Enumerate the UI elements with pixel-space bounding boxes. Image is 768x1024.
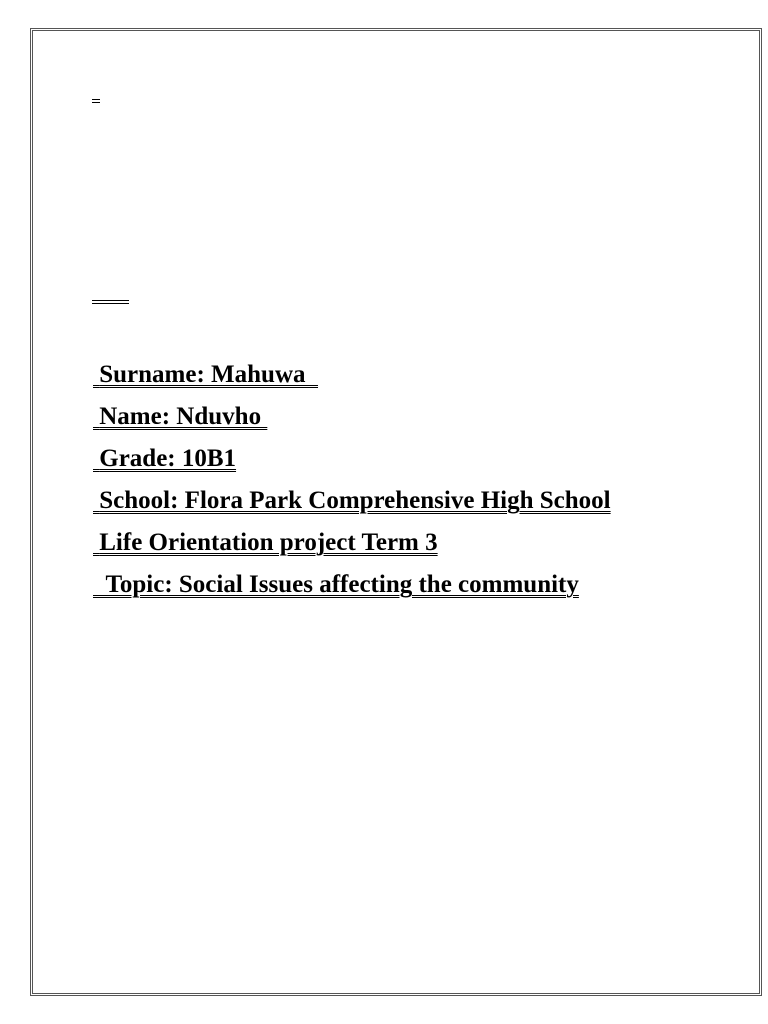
topic-line: Topic: Social Issues affecting the community <box>93 571 579 598</box>
surname-line: Surname: Mahuwa <box>93 361 319 388</box>
project-line: Life Orientation project Term 3 <box>93 529 438 556</box>
grade-line: Grade: 10B1 <box>93 445 237 472</box>
cover-details <box>93 358 693 610</box>
school-line: School: Flora Park Comprehensive High School <box>93 487 611 514</box>
name-line: Name: Nduvho <box>93 403 268 430</box>
double-rule <box>92 300 129 304</box>
underline-mark <box>92 99 100 103</box>
